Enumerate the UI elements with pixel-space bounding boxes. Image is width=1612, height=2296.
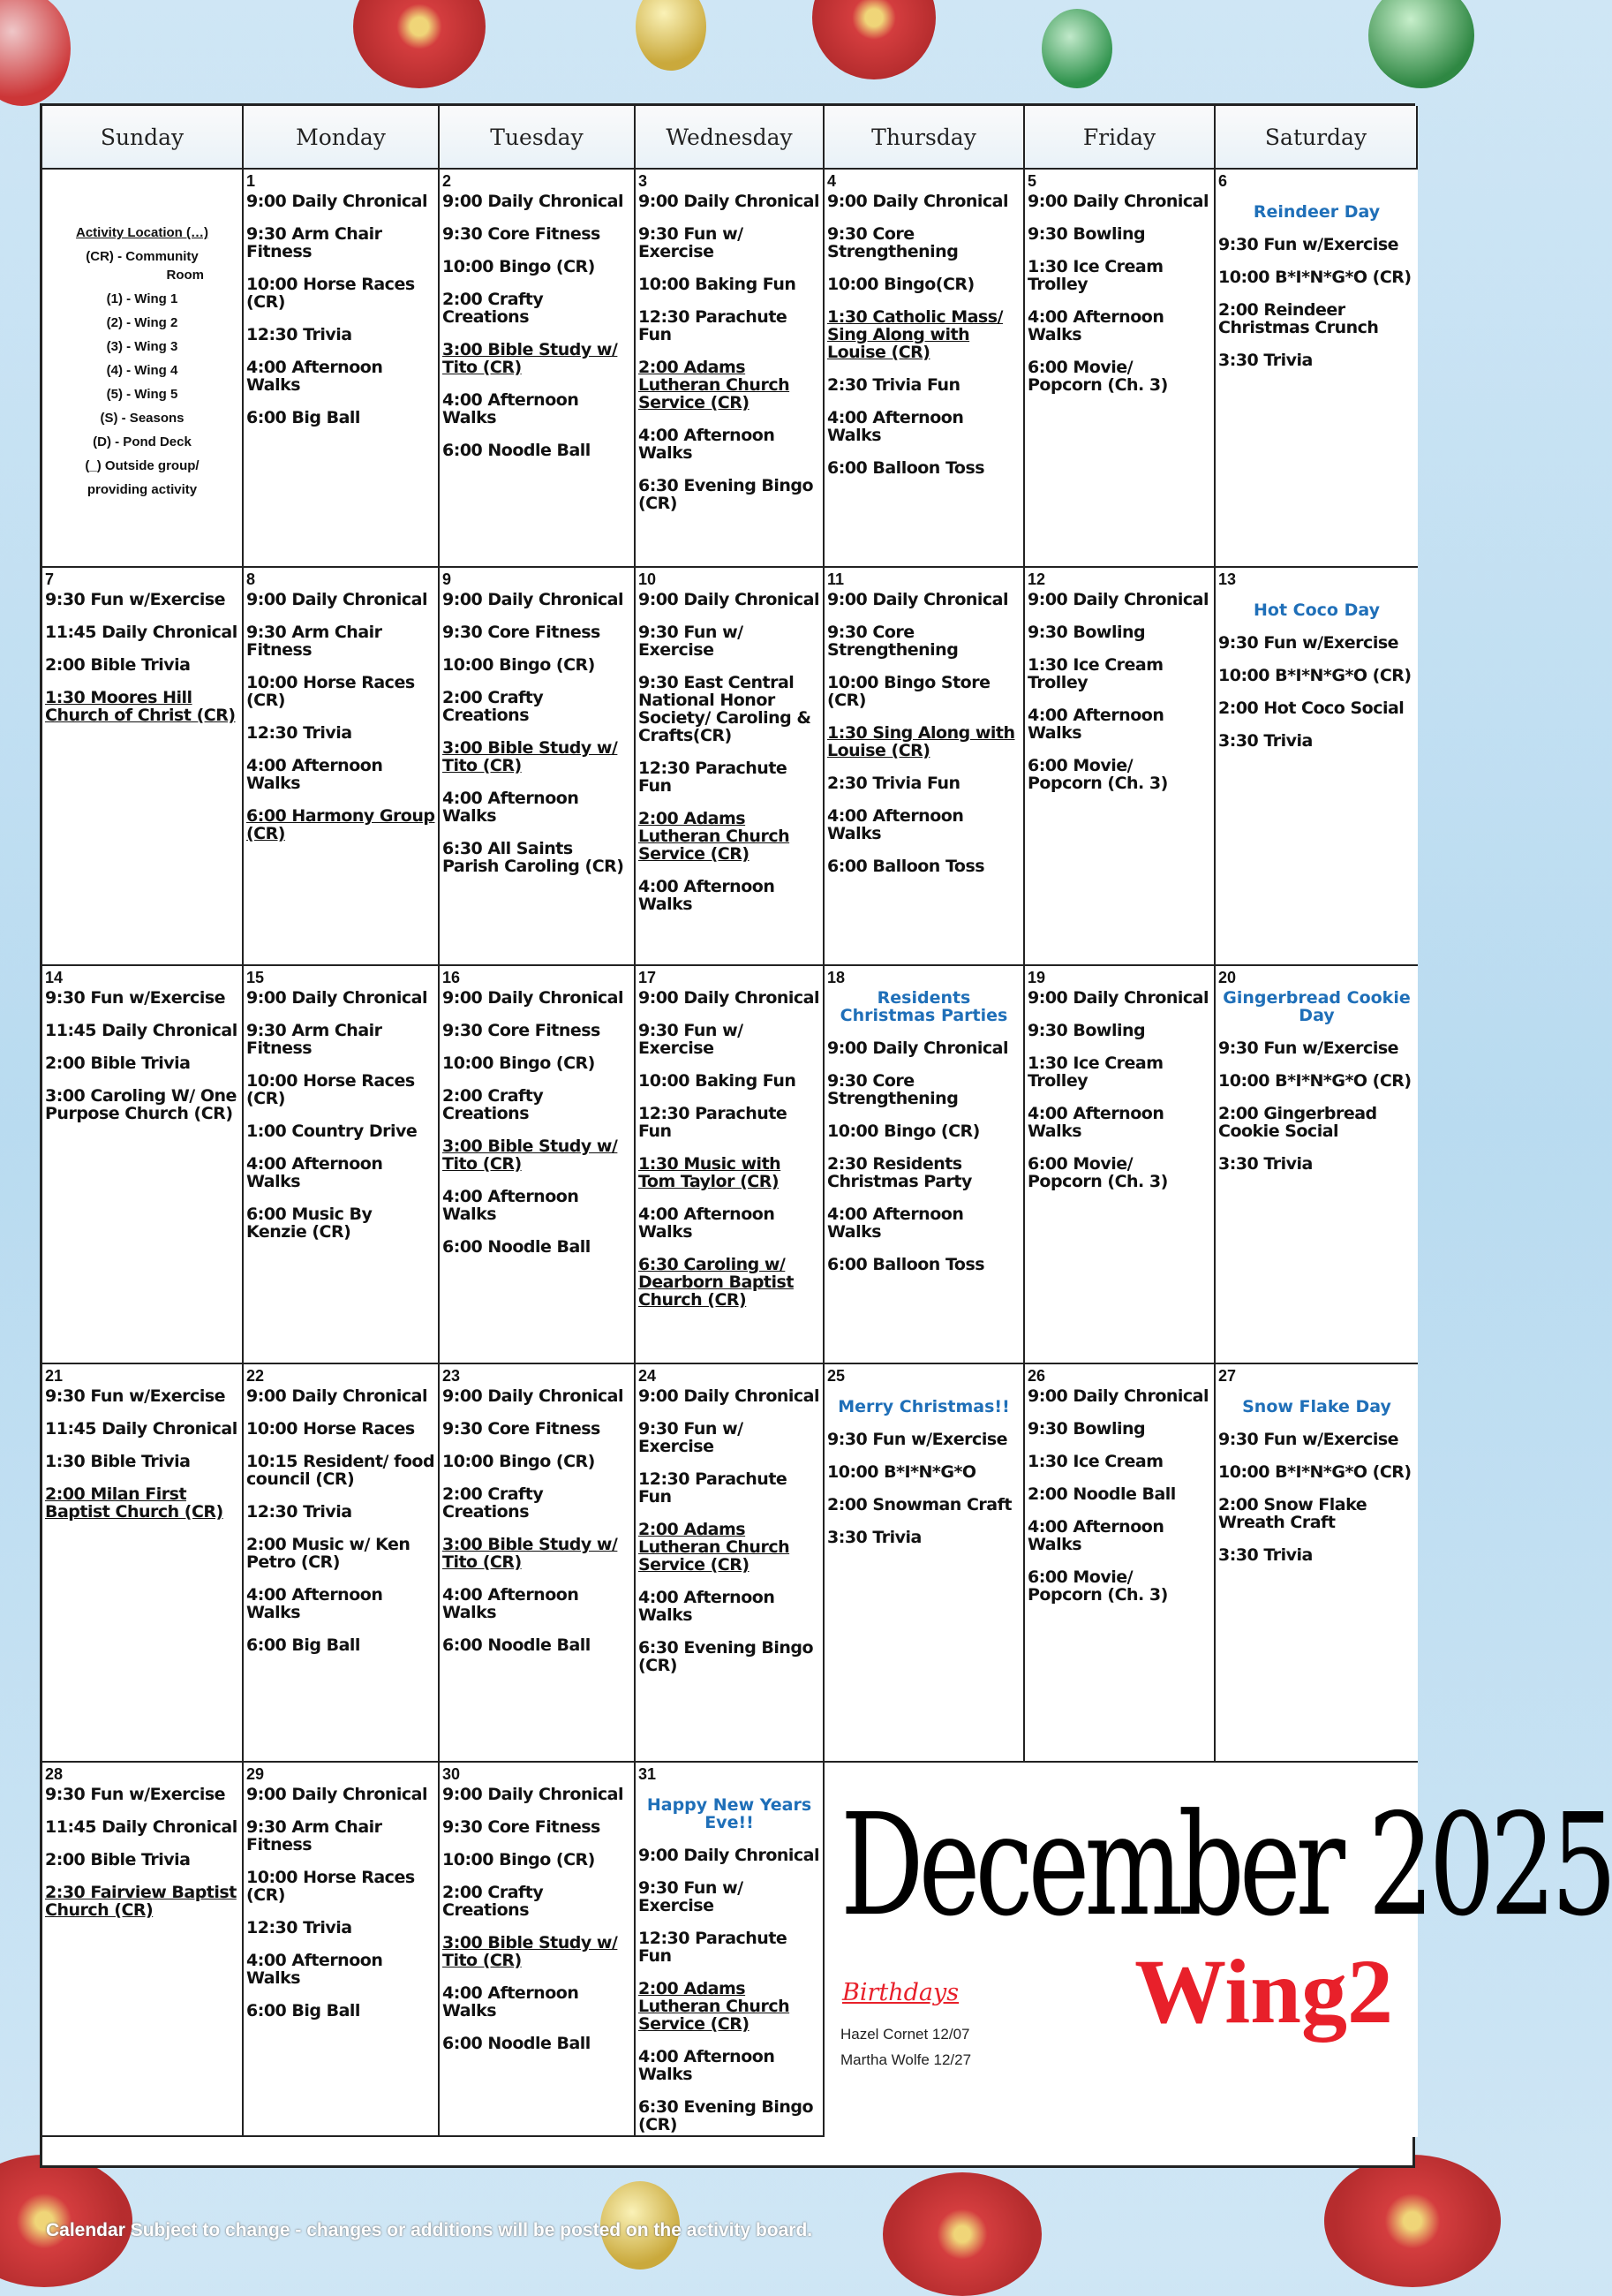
day-cell-2 (440, 170, 636, 568)
activity-item: 9:00 Daily Chronical (246, 192, 428, 211)
activity-item: 1:00 Country Drive (246, 1122, 418, 1141)
activity-item: 12:30 Parachute Fun (638, 759, 787, 796)
day-header-monday: Monday (244, 106, 440, 170)
activity-item: 1:30 Sing Along with Louise (CR) (827, 723, 1015, 760)
activity-item: 2:00 Crafty Creations (442, 290, 544, 327)
activity-item: 9:30 Core Strengthening (827, 224, 959, 261)
activity-item: 9:30 Fun w/ Exercise (638, 623, 743, 660)
title-cell (825, 1763, 1612, 2137)
day-number: 3 (638, 172, 648, 190)
activity-item: 10:00 Bingo (CR) (442, 1850, 595, 1869)
day-cell-23 (440, 1364, 636, 1763)
activity-item: 4:00 Afternoon Walks (827, 408, 964, 445)
activity-item: 4:00 Afternoon Walks (246, 1585, 383, 1622)
day-cell-26 (1025, 1364, 1216, 1763)
legend-item: (S) - Seasons (100, 411, 185, 426)
activity-item: 10:00 Bingo (CR) (442, 1452, 595, 1471)
activity-item: 3:30 Trivia (1218, 731, 1313, 751)
activity-item: 6:30 Caroling w/ Dearborn Baptist Church (CR) (638, 1255, 794, 1310)
activity-item: 9:00 Daily Chronical (638, 590, 820, 609)
activity-item: 9:30 Core Fitness (442, 1817, 600, 1837)
activity-item: 9:30 Fun w/Exercise (827, 1430, 1008, 1449)
day-cell-4 (825, 170, 1025, 568)
activity-item: 9:00 Daily Chronical (638, 1386, 820, 1406)
activity-item: 9:30 Fun w/Exercise (45, 590, 226, 609)
activity-item: 10:00 Horse Races (246, 1419, 415, 1439)
day-number: 17 (638, 969, 657, 986)
day-number: 28 (45, 1765, 64, 1783)
ornament-ball-icon (1368, 0, 1474, 88)
activity-item: 2:30 Trivia Fun (827, 375, 960, 395)
activity-item: 2:00 Crafty Creations (442, 1883, 544, 1920)
activity-item: 9:00 Daily Chronical (1028, 1386, 1209, 1406)
day-cell-18 (825, 966, 1025, 1364)
day-cell-7 (42, 568, 244, 966)
activity-item: 2:00 Hot Coco Social (1218, 699, 1405, 718)
activity-item: 10:00 B*I*N*G*O (CR) (1218, 1462, 1412, 1482)
activity-item: 9:30 Arm Chair Fitness (246, 224, 382, 261)
birthday-entry: Hazel Cornet 12/07 (840, 2026, 970, 2043)
activity-item: 2:00 Music w/ Ken Petro (CR) (246, 1535, 411, 1572)
activity-item: 3:30 Trivia (1218, 1154, 1313, 1174)
activity-item: 2:00 Bible Trivia (45, 1850, 191, 1869)
activity-item: 9:00 Daily Chronical (442, 1386, 624, 1406)
day-number: 1 (246, 172, 256, 190)
theme-day-label: Hot Coco Day (1254, 600, 1380, 620)
activity-item: 2:00 Crafty Creations (442, 688, 544, 725)
wing-title: Wing2 (1134, 1941, 1393, 2043)
activity-item: 9:30 Core Fitness (442, 623, 600, 642)
activity-item: 4:00 Afternoon Walks (638, 1588, 775, 1625)
day-cell-5 (1025, 170, 1216, 568)
activity-item: 9:00 Daily Chronical (246, 590, 428, 609)
activity-item: 12:30 Parachute Fun (638, 307, 787, 344)
activity-item: 6:00 Big Ball (246, 408, 360, 427)
activity-item: 4:00 Afternoon Walks (246, 1951, 383, 1988)
activity-item: 9:00 Daily Chronical (442, 1785, 624, 1804)
theme-day-label: Merry Christmas!! (838, 1397, 1010, 1416)
activity-item: 9:30 Bowling (1028, 1419, 1146, 1439)
activity-item: 2:00 Adams Lutheran Church Service (CR) (638, 1520, 790, 1575)
day-number: 29 (246, 1765, 265, 1783)
activity-item: 10:00 Horse Races (CR) (246, 1868, 415, 1905)
activity-item: 6:00 Big Ball (246, 2001, 360, 2020)
activity-item: 4:00 Afternoon Walks (827, 1205, 964, 1242)
activity-item: 6:00 Harmony Group (CR) (246, 806, 435, 843)
activity-item: 1:30 Catholic Mass/ Sing Along with Louise (CR) (827, 307, 1003, 362)
activity-item: 6:00 Music By Kenzie (CR) (246, 1205, 373, 1242)
activity-item: 2:30 Fairview Baptist Church (CR) (45, 1883, 237, 1920)
day-number: 31 (638, 1765, 657, 1783)
activity-item: 2:00 Adams Lutheran Church Service (CR) (638, 809, 790, 864)
activity-item: 3:30 Trivia (1218, 1545, 1313, 1565)
activity-item: 9:30 Arm Chair Fitness (246, 623, 382, 660)
day-number: 22 (246, 1367, 265, 1385)
activity-item: 10:00 B*I*N*G*O (CR) (1218, 666, 1412, 685)
activity-item: 9:30 Core Fitness (442, 224, 600, 244)
activity-item: 6:30 Evening Bingo (CR) (638, 1638, 814, 1675)
theme-day-label: Gingerbread Cookie Day (1223, 988, 1411, 1025)
day-number: 14 (45, 969, 64, 986)
day-cell-17 (636, 966, 825, 1364)
activity-item: 4:00 Afternoon Walks (638, 426, 775, 463)
day-cell-9 (440, 568, 636, 966)
ornament-ball-icon (636, 0, 706, 71)
day-number: 6 (1218, 172, 1228, 190)
activity-item: 10:00 Baking Fun (638, 275, 796, 294)
day-cell-8 (244, 568, 440, 966)
day-number: 8 (246, 570, 256, 588)
activity-item: 4:00 Afternoon Walks (442, 1983, 579, 2020)
day-cell-20 (1216, 966, 1418, 1364)
day-number: 9 (442, 570, 452, 588)
activity-item: 4:00 Afternoon Walks (246, 756, 383, 793)
activity-item: 10:00 Bingo (CR) (442, 1054, 595, 1073)
activity-item: 9:00 Daily Chronical (827, 1038, 1009, 1058)
activity-item: 10:00 Horse Races (CR) (246, 673, 415, 710)
day-header-thursday: Thursday (825, 106, 1025, 170)
activity-item: 2:30 Residents Christmas Party (827, 1154, 972, 1191)
activity-item: 6:00 Movie/ Popcorn (Ch. 3) (1028, 1567, 1168, 1605)
activity-item: 1:30 Ice Cream Trolley (1028, 655, 1164, 692)
activity-item: 12:30 Trivia (246, 325, 352, 344)
day-number: 12 (1028, 570, 1046, 588)
activity-item: 11:45 Daily Chronical (45, 1419, 237, 1439)
day-cell-15 (244, 966, 440, 1364)
day-number: 21 (45, 1367, 64, 1385)
day-number: 18 (827, 969, 846, 986)
activity-item: 2:00 Crafty Creations (442, 1086, 544, 1123)
activity-item: 3:30 Trivia (1218, 351, 1313, 370)
activity-item: 9:30 Fun w/Exercise (45, 1386, 226, 1406)
activity-item: 9:30 Fun w/ Exercise (638, 1419, 743, 1456)
activity-item: 11:45 Daily Chronical (45, 623, 237, 642)
day-number: 23 (442, 1367, 461, 1385)
activity-item: 1:30 Ice Cream Trolley (1028, 257, 1164, 294)
activity-item: 10:00 Bingo (CR) (442, 655, 595, 675)
activity-item: 4:00 Afternoon Walks (1028, 1104, 1164, 1141)
activity-item: 2:00 Bible Trivia (45, 655, 191, 675)
activity-item: 4:00 Afternoon Walks (442, 1187, 579, 1224)
day-number: 25 (827, 1367, 846, 1385)
day-header-wednesday: Wednesday (636, 106, 825, 170)
activity-item: 9:30 Core Strengthening (827, 1071, 959, 1108)
activity-item: 9:30 Core Strengthening (827, 623, 959, 660)
day-header-friday: Friday (1025, 106, 1216, 170)
day-number: 5 (1028, 172, 1037, 190)
activity-item: 12:30 Trivia (246, 1918, 352, 1937)
activity-item: 6:30 All Saints Parish Caroling (CR) (442, 839, 624, 876)
day-number: 19 (1028, 969, 1046, 986)
activity-item: 9:30 Arm Chair Fitness (246, 1021, 382, 1058)
activity-item: 10:00 Baking Fun (638, 1071, 796, 1091)
birthdays-heading: Birthdays (842, 1979, 960, 2006)
legend-cell (42, 170, 244, 568)
day-cell-3 (636, 170, 825, 568)
day-cell-13 (1216, 568, 1418, 966)
day-cell-11 (825, 568, 1025, 966)
activity-item: 10:00 Horse Races (CR) (246, 275, 415, 312)
activity-item: 6:00 Balloon Toss (827, 857, 985, 876)
day-number: 10 (638, 570, 657, 588)
day-cell-1 (244, 170, 440, 568)
poinsettia-icon (353, 0, 486, 88)
day-number: 27 (1218, 1367, 1237, 1385)
birthday-entry: Martha Wolfe 12/27 (840, 2051, 972, 2068)
activity-item: 9:30 Fun w/Exercise (1218, 1038, 1399, 1058)
day-cell-12 (1025, 568, 1216, 966)
poinsettia-icon (883, 2172, 1042, 2296)
day-number: 30 (442, 1765, 461, 1783)
activity-item: 9:00 Daily Chronical (638, 1846, 820, 1865)
activity-item: 1:30 Moores Hill Church of Christ (CR) (45, 688, 236, 725)
day-cell-24 (636, 1364, 825, 1763)
legend-item: (CR) - Community (86, 249, 199, 264)
activity-item: 9:00 Daily Chronical (1028, 590, 1209, 609)
day-cell-28 (42, 1763, 244, 2137)
theme-day-label: Reindeer Day (1253, 202, 1381, 222)
activity-item: 9:00 Daily Chronical (1028, 192, 1209, 211)
activity-item: 6:00 Balloon Toss (827, 458, 985, 478)
activity-item: 9:30 Bowling (1028, 623, 1146, 642)
activity-item: 4:00 Afternoon Walks (1028, 706, 1164, 743)
activity-item: 9:30 Fun w/Exercise (1218, 235, 1399, 254)
activity-item: 12:30 Parachute Fun (638, 1104, 787, 1141)
day-number: 13 (1218, 570, 1237, 588)
activity-item: 9:30 Fun w/Exercise (45, 988, 226, 1008)
activity-item: 9:30 Core Fitness (442, 1021, 600, 1040)
poinsettia-icon (1324, 2155, 1501, 2287)
activity-item: 9:00 Daily Chronical (246, 988, 428, 1008)
activity-item: 4:00 Afternoon Walks (442, 789, 579, 826)
activity-item: 3:00 Bible Study w/ Tito (CR) (442, 1535, 618, 1572)
activity-item: 9:00 Daily Chronical (638, 192, 820, 211)
poinsettia-icon (812, 0, 936, 79)
activity-item: 10:00 Bingo (CR) (827, 1122, 980, 1141)
activity-item: 9:30 East Central National Honor Society/ Caroling & Crafts(CR) (638, 673, 811, 745)
day-cell-6 (1216, 170, 1418, 568)
activity-item: 6:00 Movie/ Popcorn (Ch. 3) (1028, 1154, 1168, 1191)
activity-item: 2:00 Snowman Craft (827, 1495, 1012, 1514)
activity-item: 4:00 Afternoon Walks (638, 1205, 775, 1242)
day-header-tuesday: Tuesday (440, 106, 636, 170)
calendar-grid (40, 103, 1612, 2168)
activity-item: 9:30 Bowling (1028, 224, 1146, 244)
activity-item: 9:00 Daily Chronical (442, 192, 624, 211)
legend-item: (4) - Wing 4 (106, 363, 178, 378)
day-cell-29 (244, 1763, 440, 2137)
activity-item: 3:30 Trivia (827, 1528, 922, 1547)
activity-item: 9:00 Daily Chronical (246, 1785, 428, 1804)
ornament-ball-icon (1042, 9, 1112, 88)
activity-item: 3:00 Bible Study w/ Tito (CR) (442, 340, 618, 377)
activity-item: 6:00 Movie/ Popcorn (Ch. 3) (1028, 358, 1168, 395)
legend-item: (_) Outside group/ (85, 458, 200, 473)
activity-item: 6:00 Noodle Ball (442, 1635, 591, 1655)
activity-item: 10:00 Horse Races (CR) (246, 1071, 415, 1108)
day-header-sunday: Sunday (42, 106, 244, 170)
activity-item: 1:30 Ice Cream (1028, 1452, 1164, 1471)
day-cell-31 (636, 1763, 825, 2137)
footer-note: Calendar Subject to change - changes or additions will be posted on the activity board. (46, 2220, 813, 2240)
theme-day-label: Snow Flake Day (1242, 1397, 1391, 1416)
activity-item: 9:00 Daily Chronical (442, 590, 624, 609)
legend-item: (2) - Wing 2 (106, 315, 178, 330)
activity-item: 11:45 Daily Chronical (45, 1817, 237, 1837)
activity-item: 4:00 Afternoon Walks (1028, 307, 1164, 344)
activity-item: 3:00 Bible Study w/ Tito (CR) (442, 1137, 618, 1174)
activity-item: 10:00 B*I*N*G*O (CR) (1218, 1071, 1412, 1091)
activity-item: 2:00 Snow Flake Wreath Craft (1218, 1495, 1367, 1532)
activity-item: 4:00 Afternoon Walks (246, 358, 383, 395)
activity-item: 9:30 Fun w/ Exercise (638, 224, 743, 261)
activity-item: 9:00 Daily Chronical (827, 192, 1009, 211)
activity-item: 6:00 Movie/ Popcorn (Ch. 3) (1028, 756, 1168, 793)
activity-item: 2:30 Trivia Fun (827, 774, 960, 793)
day-cell-25 (825, 1364, 1025, 1763)
activity-item: 4:00 Afternoon Walks (827, 806, 964, 843)
day-cell-16 (440, 966, 636, 1364)
day-number: 15 (246, 969, 265, 986)
activity-item: 12:30 Parachute Fun (638, 1469, 787, 1507)
day-cell-10 (636, 568, 825, 966)
legend-item: (1) - Wing 1 (106, 291, 178, 306)
activity-item: 4:00 Afternoon Walks (1028, 1517, 1164, 1554)
activity-item: 4:00 Afternoon Walks (442, 390, 579, 427)
day-number: 20 (1218, 969, 1237, 986)
legend-item: Room (166, 268, 204, 283)
day-cell-19 (1025, 966, 1216, 1364)
activity-item: 6:00 Noodle Ball (442, 441, 591, 460)
activity-item: 12:30 Parachute Fun (638, 1929, 787, 1966)
ornament-ball-icon (0, 0, 71, 106)
activity-item: 4:00 Afternoon Walks (638, 2047, 775, 2084)
month-title: December 2025 (840, 1782, 1612, 1947)
activity-item: 2:00 Crafty Creations (442, 1484, 544, 1522)
day-cell-27 (1216, 1364, 1418, 1763)
activity-item: 1:30 Music with Tom Taylor (CR) (638, 1154, 781, 1191)
activity-item: 10:15 Resident/ food council (CR) (246, 1452, 435, 1489)
legend-item: (3) - Wing 3 (106, 339, 178, 354)
activity-item: 6:00 Noodle Ball (442, 1237, 591, 1257)
activity-item: 9:30 Arm Chair Fitness (246, 1817, 382, 1854)
legend-title: Activity Location (…) (75, 225, 208, 240)
legend-item: (D) - Pond Deck (93, 434, 192, 449)
activity-item: 9:30 Fun w/Exercise (1218, 633, 1399, 653)
activity-item: 10:00 Bingo(CR) (827, 275, 975, 294)
day-number: 24 (638, 1367, 657, 1385)
activity-item: 10:00 Bingo Store (CR) (827, 673, 991, 710)
activity-item: 9:00 Daily Chronical (246, 1386, 428, 1406)
activity-item: 1:30 Ice Cream Trolley (1028, 1054, 1164, 1091)
activity-item: 2:00 Gingerbread Cookie Social (1218, 1104, 1377, 1141)
activity-item: 9:00 Daily Chronical (827, 590, 1009, 609)
activity-item: 4:00 Afternoon Walks (442, 1585, 579, 1622)
theme-day-label: Residents Christmas Parties (840, 988, 1008, 1025)
activity-item: 2:00 Reindeer Christmas Crunch (1218, 300, 1379, 337)
activity-item: 11:45 Daily Chronical (45, 1021, 237, 1040)
day-number: 4 (827, 172, 837, 190)
activity-item: 6:30 Evening Bingo (CR) (638, 476, 814, 513)
activity-item: 12:30 Trivia (246, 1502, 352, 1522)
activity-item: 6:00 Balloon Toss (827, 1255, 985, 1274)
day-number: 11 (827, 570, 845, 588)
activity-item: 9:00 Daily Chronical (442, 988, 624, 1008)
activity-item: 2:00 Adams Lutheran Church Service (CR) (638, 1979, 790, 2034)
day-cell-14 (42, 966, 244, 1364)
activity-item: 9:30 Fun w/ Exercise (638, 1878, 743, 1915)
activity-item: 12:30 Trivia (246, 723, 352, 743)
day-cell-30 (440, 1763, 636, 2137)
theme-day-label: Happy New Years Eve!! (646, 1795, 812, 1832)
activity-location-legend (45, 173, 239, 502)
activity-item: 3:00 Bible Study w/ Tito (CR) (442, 738, 618, 775)
activity-item: 9:00 Daily Chronical (1028, 988, 1209, 1008)
day-header-saturday: Saturday (1216, 106, 1418, 170)
activity-item: 10:00 Bingo (CR) (442, 257, 595, 276)
activity-item: 9:30 Bowling (1028, 1021, 1146, 1040)
activity-item: 4:00 Afternoon Walks (638, 877, 775, 914)
day-number: 16 (442, 969, 461, 986)
activity-item: 9:30 Core Fitness (442, 1419, 600, 1439)
activity-item: 9:30 Fun w/Exercise (45, 1785, 226, 1804)
activity-item: 6:30 Evening Bingo (CR) (638, 2097, 814, 2134)
activity-item: 2:00 Milan First Baptist Church (CR) (45, 1484, 223, 1522)
activity-item: 9:30 Fun w/Exercise (1218, 1430, 1399, 1449)
activity-item: 3:00 Bible Study w/ Tito (CR) (442, 1933, 618, 1970)
activity-item: 2:00 Adams Lutheran Church Service (CR) (638, 358, 790, 412)
activity-item: 2:00 Bible Trivia (45, 1054, 191, 1073)
activity-item: 3:00 Caroling W/ One Purpose Church (CR) (45, 1086, 237, 1123)
day-number: 26 (1028, 1367, 1046, 1385)
activity-item: 6:00 Noodle Ball (442, 2034, 591, 2053)
legend-item: (5) - Wing 5 (106, 387, 178, 402)
activity-item: 1:30 Bible Trivia (45, 1452, 191, 1471)
day-cell-22 (244, 1364, 440, 1763)
activity-item: 10:00 B*I*N*G*O (CR) (1218, 268, 1412, 287)
activity-item: 9:30 Fun w/ Exercise (638, 1021, 743, 1058)
activity-item: 10:00 B*I*N*G*O (827, 1462, 976, 1482)
activity-item: 9:00 Daily Chronical (638, 988, 820, 1008)
day-cell-21 (42, 1364, 244, 1763)
day-number: 2 (442, 172, 452, 190)
activity-item: 4:00 Afternoon Walks (246, 1154, 383, 1191)
day-number: 7 (45, 570, 55, 588)
activity-item: 6:00 Big Ball (246, 1635, 360, 1655)
legend-item: providing activity (87, 482, 198, 497)
activity-item: 2:00 Noodle Ball (1028, 1484, 1176, 1504)
